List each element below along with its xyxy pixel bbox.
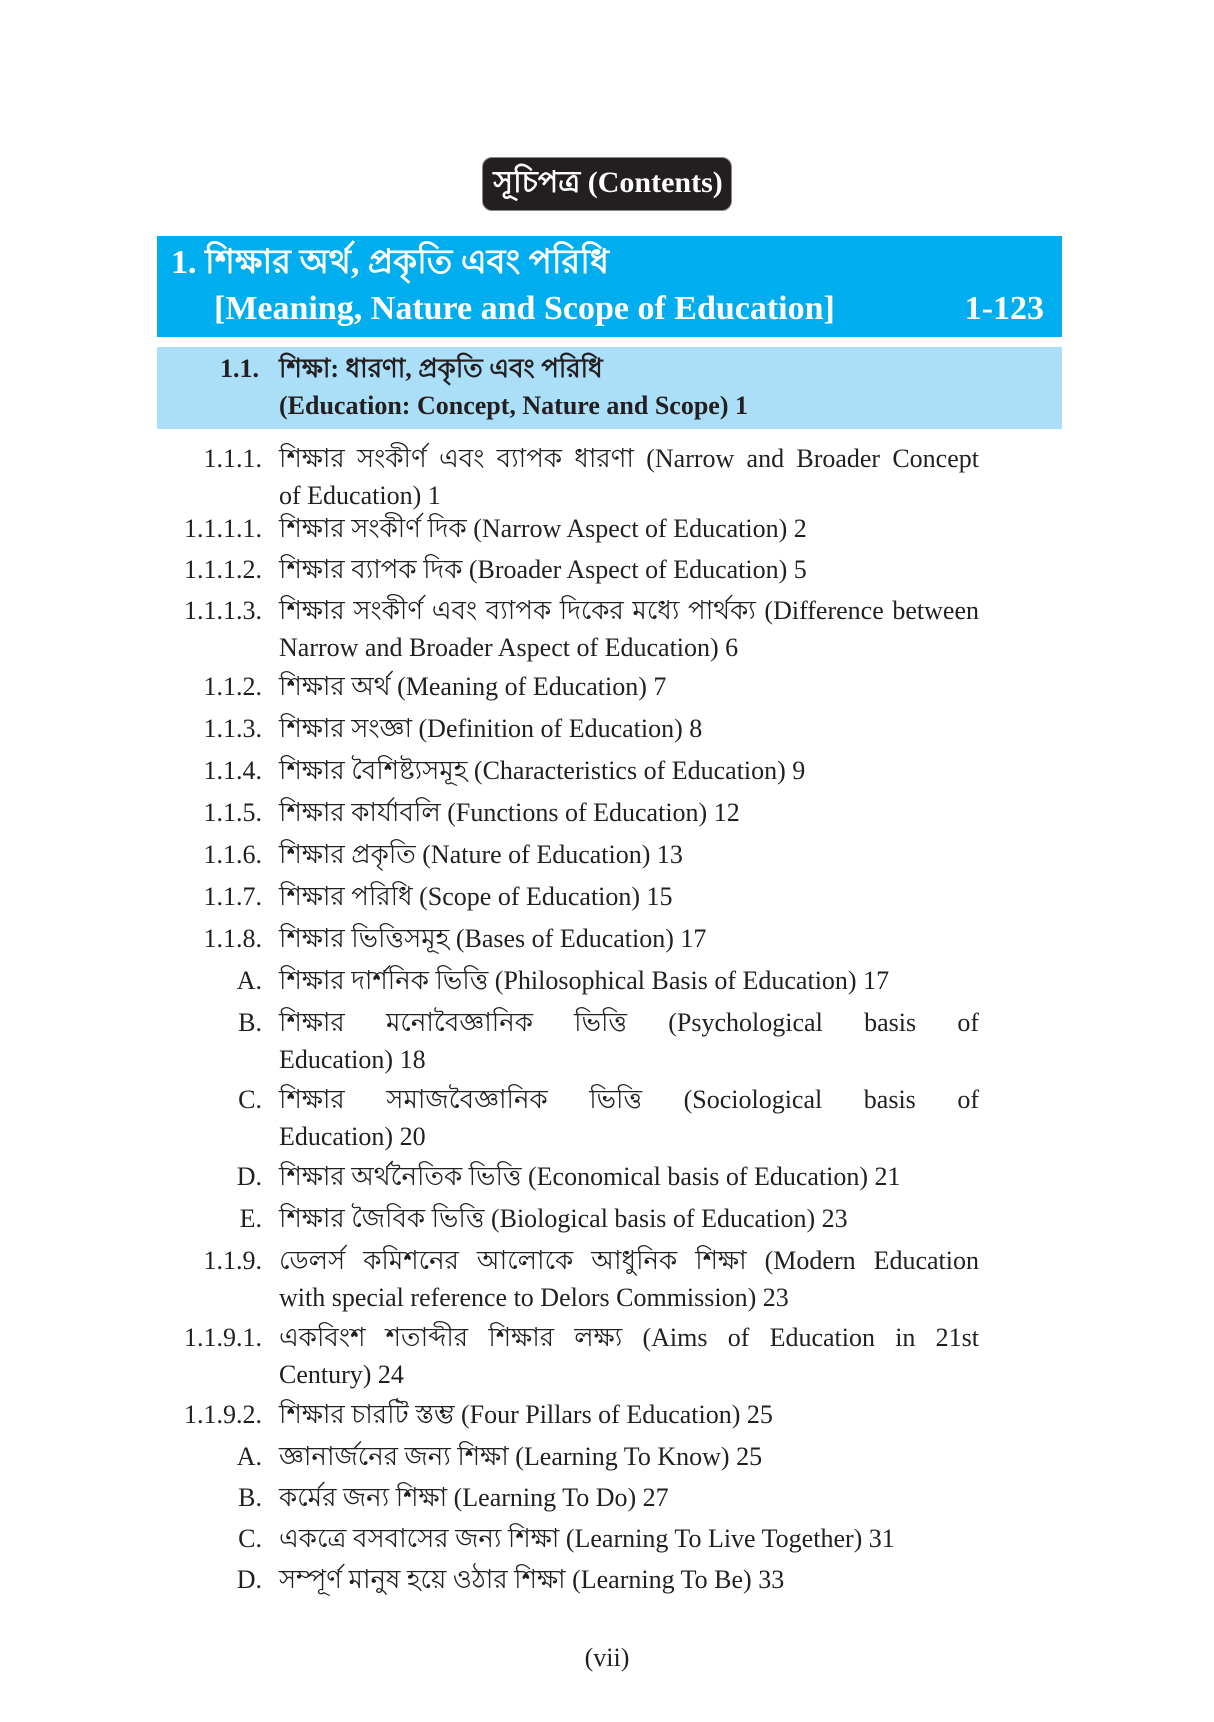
entry-text: শিক্ষার জৈবিক ভিত্তি (Biological basis of Education) 23 (279, 1204, 848, 1233)
entry-number: A. (236, 966, 262, 995)
entry-text-cont: Narrow and Broader Aspect of Education) 6 (279, 633, 739, 662)
entry-text: একত্রে বসবাসের জন্য শিক্ষা (Learning To Live Together) 31 (279, 1524, 895, 1553)
entry-number: 1.1.4. (203, 756, 262, 785)
chapter-page-range: 1-123 (964, 290, 1044, 327)
entry-number: 1.1.5. (203, 798, 262, 827)
entry-number: A. (236, 1442, 262, 1471)
entry-number: 1.1.7. (203, 882, 262, 911)
entry-number: 1.1.8. (203, 924, 262, 953)
entry-text-cont: Education) 18 (279, 1045, 426, 1074)
entry-text: একবিংশ শতাব্দীর শিক্ষার লক্ষ্য (Aims of Education in 21st (279, 1323, 979, 1352)
entry-number: C. (238, 1524, 262, 1553)
entry-number: D. (236, 1162, 262, 1191)
entry-number: D. (236, 1565, 262, 1594)
entry-number: 1.1.2. (203, 672, 262, 701)
chapter-heading[interactable] (157, 236, 1062, 337)
entry-text: শিক্ষার ব্যাপক দিক (Broader Aspect of Education) 5 (279, 555, 807, 584)
section-title-en: (Education: Concept, Nature and Scope) 1 (279, 391, 748, 420)
chapter-title-bn: 1. শিক্ষার অর্থ, প্রকৃতি এবং পরিধি (171, 244, 610, 281)
entry-text: ডেলর্স কমিশনের আলোকে আধুনিক শিক্ষা (Modern Education (279, 1246, 979, 1275)
entry-number: 1.1.1. (203, 444, 262, 473)
entry-text: শিক্ষার অর্থ (Meaning of Education) 7 (279, 672, 667, 701)
section-heading[interactable] (157, 347, 1062, 429)
section-number: 1.1. (220, 354, 259, 383)
entry-text: জ্ঞানার্জনের জন্য শিক্ষা (Learning To Know) 25 (279, 1442, 763, 1471)
entry-text: শিক্ষার সংকীর্ণ এবং ব্যাপক ধারণা (Narrow and Broader Concept (279, 444, 979, 473)
entry-text-cont: of Education) 1 (279, 481, 441, 510)
entry-text: শিক্ষার মনোবৈজ্ঞানিক ভিত্তি (Psychological basis of (279, 1008, 979, 1037)
entry-number: B. (238, 1008, 262, 1037)
entry-text: সম্পূর্ণ মানুষ হয়ে ওঠার শিক্ষা (Learning To Be) 33 (279, 1565, 785, 1594)
entry-text: শিক্ষার সংকীর্ণ এবং ব্যাপক দিকের মধ্যে পার্থক্য (Difference between (279, 596, 979, 625)
entry-text: শিক্ষার চারটি স্তম্ভ (Four Pillars of Education) 25 (279, 1400, 773, 1429)
entry-text: শিক্ষার অর্থনৈতিক ভিত্তি (Economical basis of Education) 21 (279, 1162, 901, 1191)
entry-text: শিক্ষার সমাজবৈজ্ঞানিক ভিত্তি (Sociological basis of (279, 1085, 979, 1114)
entry-number: 1.1.1.1. (184, 514, 262, 543)
entry-text: কর্মের জন্য শিক্ষা (Learning To Do) 27 (279, 1483, 669, 1512)
entry-number: 1.1.9.2. (184, 1400, 262, 1429)
entry-number: 1.1.1.2. (184, 555, 262, 584)
entry-number: C. (238, 1085, 262, 1114)
contents-title-wrap (0, 157, 1214, 211)
entry-text-cont: Century) 24 (279, 1360, 404, 1389)
entry-text: শিক্ষার ভিত্তিসমূহ (Bases of Education) 17 (279, 924, 707, 953)
entry-number: 1.1.9. (203, 1246, 262, 1275)
page-number: (vii) (584, 1643, 630, 1672)
entry-text: শিক্ষার সংকীর্ণ দিক (Narrow Aspect of Education) 2 (279, 514, 807, 543)
entry-number: 1.1.6. (203, 840, 262, 869)
entry-number: B. (238, 1483, 262, 1512)
entry-text-cont: with special reference to Delors Commission) 23 (279, 1283, 789, 1312)
entry-text: শিক্ষার সংজ্ঞা (Definition of Education) 8 (279, 714, 703, 743)
entry-text-cont: Education) 20 (279, 1122, 426, 1151)
entry-text: শিক্ষার প্রকৃতি (Nature of Education) 13 (279, 840, 683, 869)
entry-number: 1.1.1.3. (184, 596, 262, 625)
section-title-bn: শিক্ষা: ধারণা, প্রকৃতি এবং পরিধি (279, 354, 603, 383)
contents-title: সূচিপত্র (Contents) (482, 157, 731, 211)
entry-text: শিক্ষার বৈশিষ্ট্যসমূহ (Characteristics of Education) 9 (279, 756, 806, 785)
entry-text: শিক্ষার কার্যাবলি (Functions of Education) 12 (279, 798, 740, 827)
entry-text: শিক্ষার পরিধি (Scope of Education) 15 (279, 882, 673, 911)
entry-number: 1.1.3. (203, 714, 262, 743)
entry-text: শিক্ষার দার্শনিক ভিত্তি (Philosophical Basis of Education) 17 (279, 966, 890, 995)
entry-number: 1.1.9.1. (184, 1323, 262, 1352)
chapter-title-en: [Meaning, Nature and Scope of Education] (214, 290, 835, 327)
entry-number: E. (239, 1204, 262, 1233)
